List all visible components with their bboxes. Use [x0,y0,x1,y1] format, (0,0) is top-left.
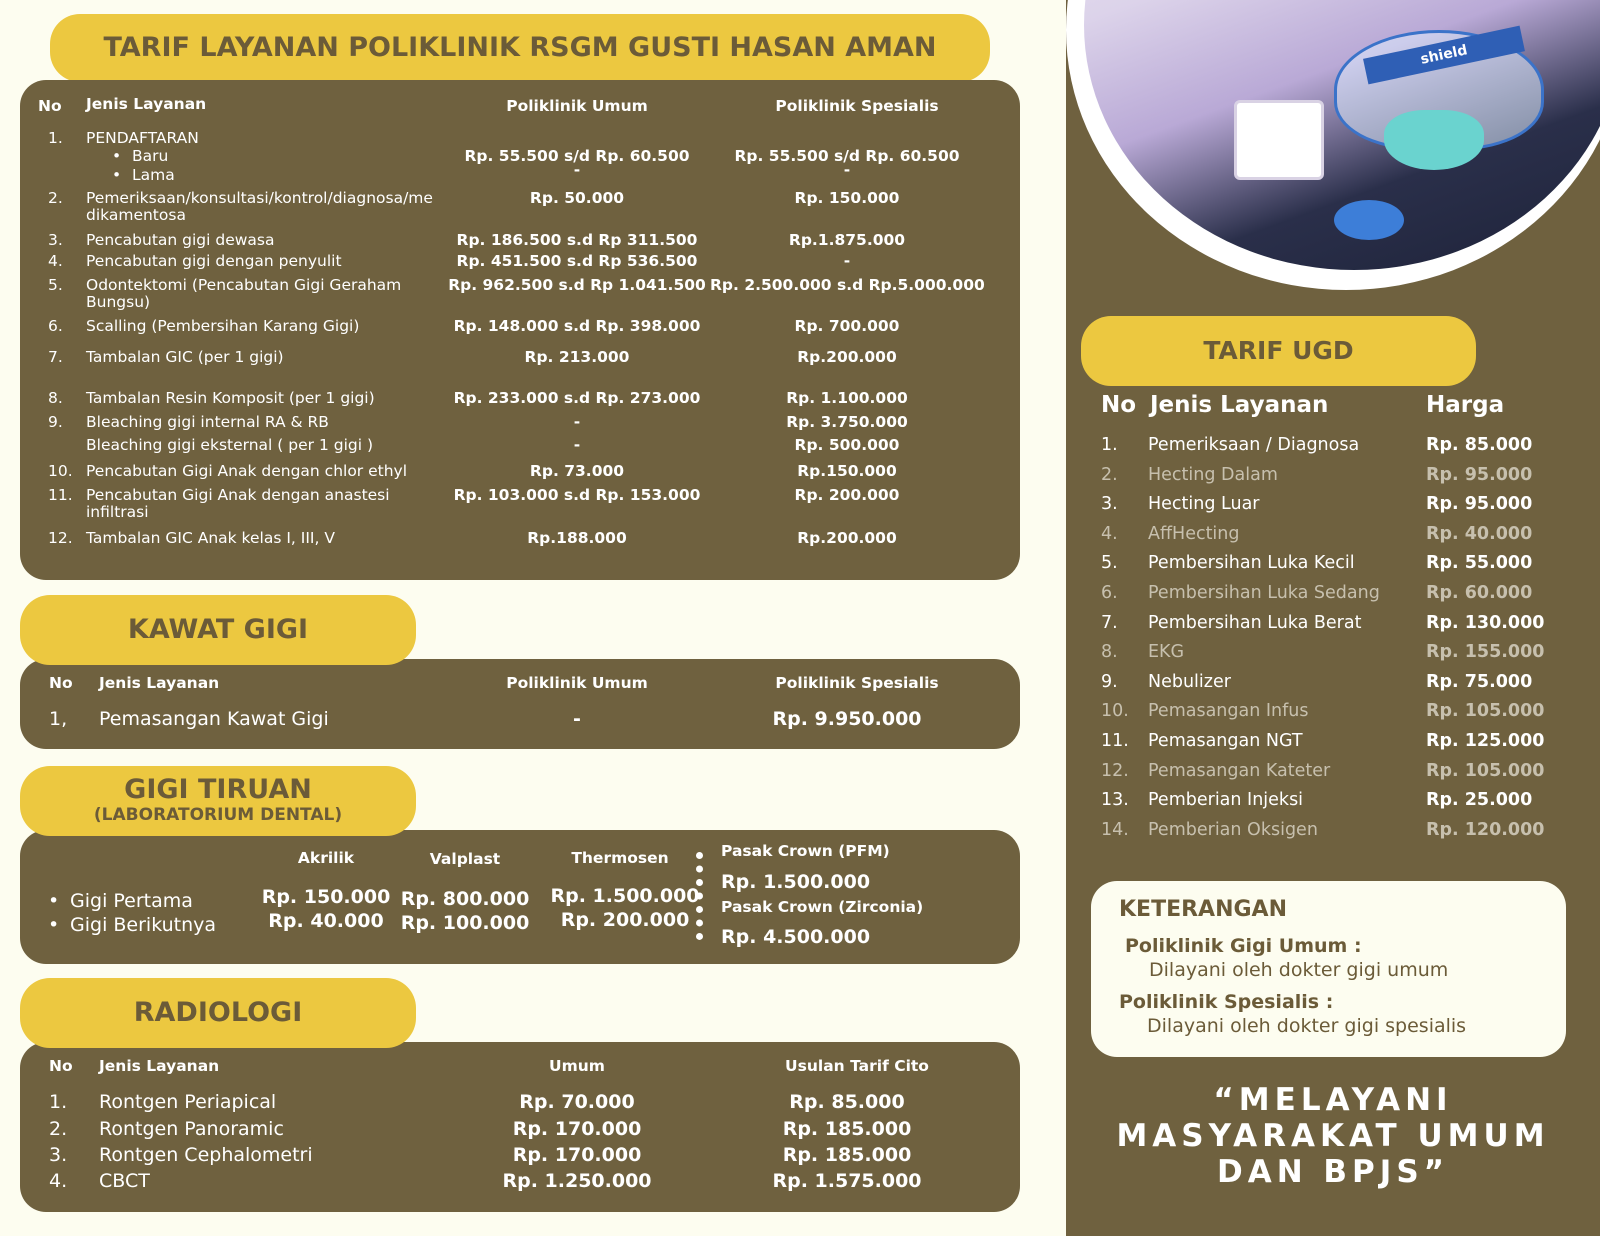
ugd-banner [1081,316,1476,386]
price-umum: Rp.188.000 [527,529,627,547]
price-umum: - [573,436,581,454]
price-spesialis: Rp.150.000 [797,462,897,480]
gigi-tiruan-title: GIGI TIRUAN [124,774,312,805]
row-number: 3. [49,1144,68,1166]
ugd-row-name: Hecting Luar [1148,494,1260,514]
price-umum: Rp. 233.000 s.d Rp. 273.000 [453,389,701,407]
ugd-row-number: 1. [1101,435,1118,455]
price-spesialis: Rp. 500.000 [794,436,900,454]
price-umum: Rp. 962.500 s.d Rp 1.041.500 [448,276,706,294]
col-header-thermosen: Thermosen [571,849,669,867]
ugd-row-number: 4. [1101,524,1118,544]
ugd-row-price: Rp. 95.000 [1426,494,1533,514]
price-spesialis: Rp.1.875.000 [788,231,906,249]
ugd-row-name: Pemasangan NGT [1148,731,1303,751]
ugd-row-name: Pemberian Oksigen [1148,820,1318,840]
col-header-umum: Poliklinik Umum [506,97,648,115]
ugd-row-price: Rp. 40.000 [1426,524,1533,544]
price-umum: Rp. 186.500 s.d Rp 311.500 [456,231,698,249]
row-name-cont: infiltrasi [86,503,149,521]
price-umum: Rp. 213.000 [524,348,630,366]
ugd-row-number: 3. [1101,494,1118,514]
price-umum: - [573,708,581,730]
col-header-valplast: Valplast [429,850,501,868]
price-umum: Rp. 170.000 [512,1144,642,1166]
item-label: Gigi Pertama [70,890,193,912]
row-number: 6. [48,317,63,335]
price-spesialis: - [843,161,851,179]
price-umum: Rp. 73.000 [529,462,625,480]
price-spesialis: Rp. 2.500.000 s.d Rp.5.000.000 [710,276,985,294]
ugd-row-price: Rp. 130.000 [1426,613,1545,633]
ugd-row-number: 11. [1101,731,1129,751]
kawat-gigi-title: KAWAT GIGI [127,614,309,645]
price-spesialis: Rp. 9.950.000 [772,708,922,730]
shield-band-label: shield [1419,42,1469,68]
ugd-col-header-name: Jenis Layanan [1150,392,1329,418]
row-name: Pencabutan Gigi Anak dengan chlor ethyl [86,462,408,480]
price-umum: Rp. 70.000 [519,1091,635,1113]
glove-shape [1334,200,1404,240]
col-header-name: Jenis Layanan [86,95,207,113]
price-cito: Rp. 1.575.000 [772,1170,922,1192]
ugd-row-price: Rp. 95.000 [1426,465,1533,485]
mask-shape [1384,110,1484,170]
row-number: 4. [49,1170,68,1192]
gigi-tiruan-banner [20,766,416,836]
price-spesialis: Rp. 3.750.000 [786,413,908,431]
price-cito: Rp. 85.000 [789,1091,905,1113]
row-number: 1. [48,129,63,147]
row-name: Bleaching gigi internal RA & RB [86,413,329,431]
row-name: Tambalan Resin Komposit (per 1 gigi) [86,389,375,407]
ugd-row-name: AffHecting [1148,524,1240,544]
row-number: 2. [49,1118,68,1140]
row-number: 3. [48,231,63,249]
ugd-row-price: Rp. 60.000 [1426,583,1533,603]
bullet-icon: • [48,890,60,912]
ugd-row-price: Rp. 125.000 [1426,731,1545,751]
price-umum: Rp. 170.000 [512,1118,642,1140]
crown-pfm-price: Rp. 1.500.000 [721,871,871,893]
price-akrilik-1: Rp. 150.000 [261,886,391,908]
window-shape [1234,100,1324,180]
row-number: 4. [48,252,63,270]
crown-pfm-title: Pasak Crown (PFM) [721,842,890,860]
row-name: PENDAFTARAN [86,129,199,147]
row-name: Scalling (Pembersihan Karang Gigi) [86,317,360,335]
row-name-cont: dikamentosa [86,206,186,224]
price-spesialis: Rp. 700.000 [794,317,900,335]
ugd-row-number: 2. [1101,465,1118,485]
ugd-row-name: Pemasangan Infus [1148,701,1309,721]
slogan [1066,1082,1600,1190]
keterangan-spesialis-label: Poliklinik Spesialis : [1119,991,1334,1013]
col-header-umum: Umum [549,1057,605,1075]
price-spesialis: - [843,252,851,270]
row-name: Bleaching gigi eksternal ( per 1 gigi ) [86,436,373,454]
bullet-icon: • [112,147,122,165]
ugd-row-name: Hecting Dalam [1148,465,1278,485]
row-number: 7. [48,348,63,366]
row-number: 12. [48,529,73,547]
row-name: Rontgen Panoramic [99,1118,284,1140]
price-akrilik-2: Rp. 40.000 [268,910,384,932]
ugd-row-name: Pembersihan Luka Kecil [1148,553,1355,573]
row-name: Pencabutan Gigi Anak dengan anastesi [86,486,390,504]
gigi-tiruan-subtitle: (LABORATORIUM DENTAL) [93,805,343,825]
ugd-row-name: Pembersihan Luka Sedang [1148,583,1380,603]
ugd-row-name: Pemberian Injeksi [1148,790,1304,810]
col-header-umum: Poliklinik Umum [506,674,648,692]
ugd-row-number: 7. [1101,613,1118,633]
row-number: 11. [48,486,73,504]
row-name: Odontektomi (Pencabutan Gigi Geraham [86,276,402,294]
ugd-col-header-no: No [1101,392,1137,418]
col-header-no: No [49,674,73,692]
keterangan-umum-label: Poliklinik Gigi Umum : [1125,935,1362,957]
row-name: Pemasangan Kawat Gigi [99,708,329,730]
ugd-row-number: 10. [1101,701,1129,721]
row-name: Baru [132,147,169,165]
row-name-cont: Bungsu) [86,293,151,311]
col-header-no: No [38,97,62,115]
col-header-spesialis: Poliklinik Spesialis [775,97,939,115]
price-thermosen-2: Rp. 200.000 [560,909,690,931]
ugd-row-number: 14. [1101,820,1129,840]
ugd-row-number: 6. [1101,583,1118,603]
price-spesialis: Rp. 55.500 s/d Rp. 60.500 [734,147,960,165]
crown-zirconia-title: Pasak Crown (Zirconia) [721,898,924,916]
ugd-row-price: Rp. 105.000 [1426,701,1545,721]
ugd-title: TARIF UGD [1203,336,1354,365]
row-name: Tambalan GIC Anak kelas I, III, V [86,529,335,547]
bullet-icon: • [48,914,60,936]
row-name: CBCT [99,1170,150,1192]
row-number: 1. [49,1091,68,1113]
main-title-banner [50,14,990,82]
keterangan-box [1091,881,1566,1057]
row-number: 8. [48,389,63,407]
ugd-row-name: Pembersihan Luka Berat [1148,613,1362,633]
kawat-gigi-banner [20,595,416,665]
ugd-row-number: 8. [1101,642,1118,662]
radiologi-title: RADIOLOGI [133,997,303,1028]
price-spesialis: Rp.200.000 [797,529,897,547]
price-umum: Rp. 50.000 [529,189,625,207]
kawat-gigi-table [20,659,1020,749]
price-umum: Rp. 55.500 s/d Rp. 60.500 [464,147,690,165]
ugd-row-price: Rp. 155.000 [1426,642,1545,662]
row-number: 9. [48,413,63,431]
row-number: 5. [48,276,63,294]
ugd-row-price: Rp. 85.000 [1426,435,1533,455]
price-spesialis: Rp. 150.000 [794,189,900,207]
dotted-divider [696,852,703,940]
price-umum: Rp. 103.000 s.d Rp. 153.000 [453,486,701,504]
price-umum: Rp. 148.000 s.d Rp. 398.000 [453,317,701,335]
radiologi-banner [20,978,416,1048]
ugd-row-name: EKG [1148,642,1185,662]
keterangan-umum-desc: Dilayani oleh dokter gigi umum [1149,959,1449,981]
keterangan-spesialis-desc: Dilayani oleh dokter gigi spesialis [1147,1015,1467,1037]
price-spesialis: Rp. 1.100.000 [786,389,908,407]
ugd-row-number: 12. [1101,761,1129,781]
ugd-row-name: Nebulizer [1148,672,1231,692]
price-cito: Rp. 185.000 [782,1144,912,1166]
ugd-row-name: Pemasangan Kateter [1148,761,1331,781]
crown-zirconia-price: Rp. 4.500.000 [721,926,871,948]
item-label: Gigi Berikutnya [70,914,217,936]
ugd-row-name: Pemeriksaan / Diagnosa [1148,435,1360,455]
col-header-no: No [49,1057,73,1075]
row-name: Rontgen Cephalometri [99,1144,313,1166]
gigi-tiruan-table [20,830,1020,964]
main-title: TARIF LAYANAN POLIKLINIK RSGM GUSTI HASAN AMAN [103,32,937,63]
price-thermosen-1: Rp. 1.500.000 [550,885,700,907]
slogan-line-1: “MELAYANI [1213,1082,1453,1118]
price-spesialis: Rp. 200.000 [794,486,900,504]
col-header-spesialis: Poliklinik Spesialis [775,674,939,692]
price-valplast-1: Rp. 800.000 [400,888,530,910]
row-name: Pencabutan gigi dengan penyulit [86,252,342,270]
radiologi-table [20,1042,1020,1212]
ugd-row-price: Rp. 75.000 [1426,672,1533,692]
row-name: Lama [132,166,175,184]
ugd-row-number: 13. [1101,790,1129,810]
price-umum: Rp. 451.500 s.d Rp 536.500 [456,252,698,270]
ugd-row-price: Rp. 25.000 [1426,790,1533,810]
price-umum: - [573,161,581,179]
price-valplast-2: Rp. 100.000 [400,912,530,934]
ugd-row-number: 5. [1101,553,1118,573]
row-number: 10. [48,462,73,480]
price-spesialis: Rp.200.000 [797,348,897,366]
col-header-cito: Usulan Tarif Cito [785,1057,929,1075]
row-name: Rontgen Periapical [99,1091,277,1113]
slogan-line-3: DAN BPJS” [1216,1154,1450,1190]
ugd-row-price: Rp. 55.000 [1426,553,1533,573]
ugd-row-price: Rp. 105.000 [1426,761,1545,781]
row-number: 2. [48,189,63,207]
row-name: Tambalan GIC (per 1 gigi) [86,348,284,366]
price-cito: Rp. 185.000 [782,1118,912,1140]
col-header-akrilik: Akrilik [297,849,355,867]
price-umum: Rp. 1.250.000 [502,1170,652,1192]
price-umum: - [573,413,581,431]
bullet-icon: • [112,166,122,184]
ugd-row-number: 9. [1101,672,1118,692]
poliklinik-table [20,80,1020,580]
ugd-row-price: Rp. 120.000 [1426,820,1545,840]
row-name: Pencabutan gigi dewasa [86,231,275,249]
slogan-line-2: MASYARAKAT UMUM [1116,1118,1550,1154]
keterangan-title: KETERANGAN [1119,897,1287,922]
col-header-name: Jenis Layanan [99,1057,220,1075]
row-number: 1, [49,708,68,730]
row-name: Pemeriksaan/konsultasi/kontrol/diagnosa/me [86,189,433,207]
col-header-name: Jenis Layanan [99,674,220,692]
ugd-col-header-price: Harga [1426,392,1505,418]
